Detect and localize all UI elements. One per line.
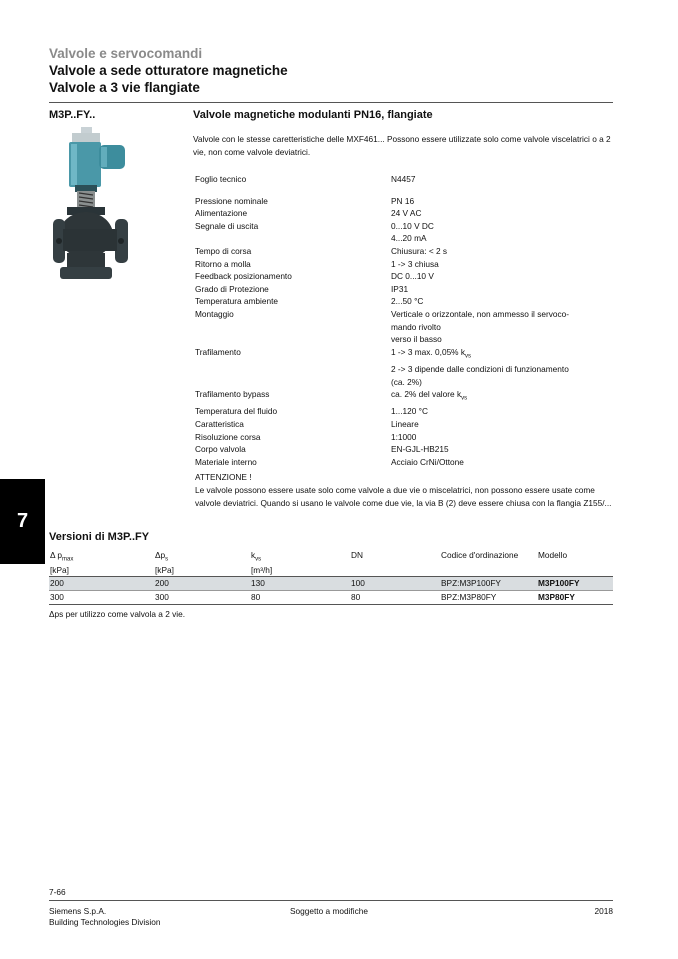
table-row [49, 590, 613, 604]
spec-label: Risoluzione corsa [195, 431, 261, 442]
spec-value: Verticale o orizzontale, non ammesso il servoco- mando rivolto verso il basso [391, 308, 570, 345]
cell-order-code: BPZ:M3P80FY [440, 590, 537, 604]
footer-division: Building Technologies Division [49, 917, 161, 927]
spec-row [195, 431, 613, 444]
spec-value: N4457 [391, 174, 416, 184]
spec-row [195, 258, 613, 271]
spec-label: Pressione nominale [195, 195, 268, 206]
spec-label: Corpo valvola [195, 444, 246, 455]
table-row [49, 576, 613, 590]
spec-value: Chiusura: < 2 s [391, 245, 448, 256]
versions-table [49, 548, 613, 605]
spec-value: 1 -> 3 max. 0,05% $k_{vs}$ 2 -> 3 dipende dalle condizioni di funzionamento (ca. 2%) [391, 346, 569, 387]
spec-value: 1 -> 3 chiusa [391, 258, 439, 269]
table-footnote: Δps per utilizzo come valvola a 2 vie. [49, 609, 186, 619]
warning-text: Le valvole possono essere usate solo come valvole a due vie o miscelatrici, non possono essere usate come valvole deviatrici. Quando si usano le valvole come due vie, la via B (2) deve essere chiusa con la flangia Z155/... [195, 485, 612, 508]
spec-row [195, 418, 613, 431]
col-header-dn: DN [350, 548, 440, 576]
spec-label: Materiale interno [195, 456, 257, 467]
page-subtitle: Valvole a 3 vie flangiate [49, 80, 200, 95]
spec-row [195, 270, 613, 283]
spec-value: EN-GJL-HB215 [391, 444, 449, 455]
spec-label: Temperatura del fluido [195, 406, 278, 417]
cell-model: M3P80FY [537, 590, 613, 604]
spec-label: Trafilamento [195, 346, 241, 357]
versions-title: Versioni di M3P..FY [49, 531, 150, 543]
header-divider [49, 102, 613, 103]
product-title: Valvole magnetiche modulanti PN16, flangiate [193, 109, 433, 121]
spec-row [195, 207, 613, 220]
spec-label: Trafilamento bypass [195, 389, 270, 400]
spec-row [195, 295, 613, 308]
footer-company: Siemens S.p.A. [49, 906, 107, 916]
spec-value: ca. 2% del valore $k_{vs}$ [391, 389, 468, 402]
cell-dn: 100 [350, 576, 440, 590]
col-header-kvs: $k_{vs}$ [m³/h] [250, 548, 350, 576]
spec-value: 1:1000 [391, 431, 417, 442]
spec-label: Tempo di corsa [195, 245, 252, 256]
cell-kvs: 130 [250, 576, 350, 590]
spec-label: Grado di Protezione [195, 283, 269, 294]
spec-value: 1...120 °C [391, 406, 428, 417]
spec-label: Alimentazione [195, 208, 248, 219]
spec-label: Montaggio [195, 308, 234, 319]
spec-value: DC 0...10 V [391, 271, 434, 282]
footer-divider [49, 900, 613, 901]
valve-product-image [49, 127, 130, 280]
product-intro: Valvole con le stesse caretteristiche delle MXF461... Possono essere utilizzate solo come valvole viscelatrici o a 2 vie, non come valvole deviatrici. [193, 134, 611, 157]
spec-value: PN 16 [391, 195, 415, 206]
spec-label: Feedback posizionamento [195, 271, 292, 282]
page-number: 7-66 [49, 887, 66, 897]
spec-row [195, 388, 613, 405]
cell-dpmax: 300 [49, 590, 154, 604]
spec-label: Segnale di uscita [195, 220, 259, 231]
chapter-tab: 7 [0, 479, 45, 564]
page-title: Valvole a sede otturatore magnetiche [49, 63, 288, 78]
spec-value: Lineare [391, 419, 419, 429]
cell-dps: 200 [154, 576, 250, 590]
product-code: M3P..FY.. [49, 109, 96, 121]
spec-row [195, 456, 613, 469]
spec-row [195, 443, 613, 456]
col-header-dpmax: Δ $p_{max}$ [kPa] [49, 548, 154, 576]
spec-row [195, 346, 613, 388]
spec-value: 24 V AC [391, 208, 422, 219]
spec-label: Caratteristica [195, 419, 244, 429]
section-category: Valvole e servocomandi [49, 46, 203, 61]
spec-label: Temperatura ambiente [195, 296, 279, 307]
spec-row [195, 173, 613, 186]
cell-dpmax: 200 [49, 576, 154, 590]
spec-row [195, 405, 613, 418]
col-header-dps: $\Delta p_s$ [kPa] [154, 548, 250, 576]
spec-value: 2...50 °C [391, 296, 424, 307]
spec-row [195, 283, 613, 296]
spec-value: Acciaio CrNi/Ottone [391, 456, 464, 467]
cell-dps: 300 [154, 590, 250, 604]
warning-title: ATTENZIONE ! [195, 472, 252, 482]
cell-dn: 80 [350, 590, 440, 604]
spec-table [195, 173, 613, 468]
table-header-row [49, 548, 613, 576]
warning-note [195, 471, 613, 510]
spec-label: Foglio tecnico [195, 174, 247, 184]
cell-order-code: BPZ:M3P100FY [440, 576, 537, 590]
spec-label: Ritorno a molla [195, 258, 251, 269]
cell-model: M3P100FY [537, 576, 613, 590]
spec-row [195, 245, 613, 258]
page-footer [49, 906, 613, 928]
spec-row [195, 220, 613, 245]
spec-row [195, 195, 613, 208]
cell-kvs: 80 [250, 590, 350, 604]
spec-row [195, 308, 613, 346]
spec-value: IP31 [391, 283, 409, 294]
footer-disclaimer: Soggetto a modifiche [290, 906, 368, 916]
col-header-model: Modello [537, 548, 613, 576]
col-header-order-code: Codice d'ordinazione [440, 548, 537, 576]
spec-value: 0...10 V DC 4...20 mA [391, 220, 434, 244]
footer-year: 2018 [594, 906, 613, 916]
